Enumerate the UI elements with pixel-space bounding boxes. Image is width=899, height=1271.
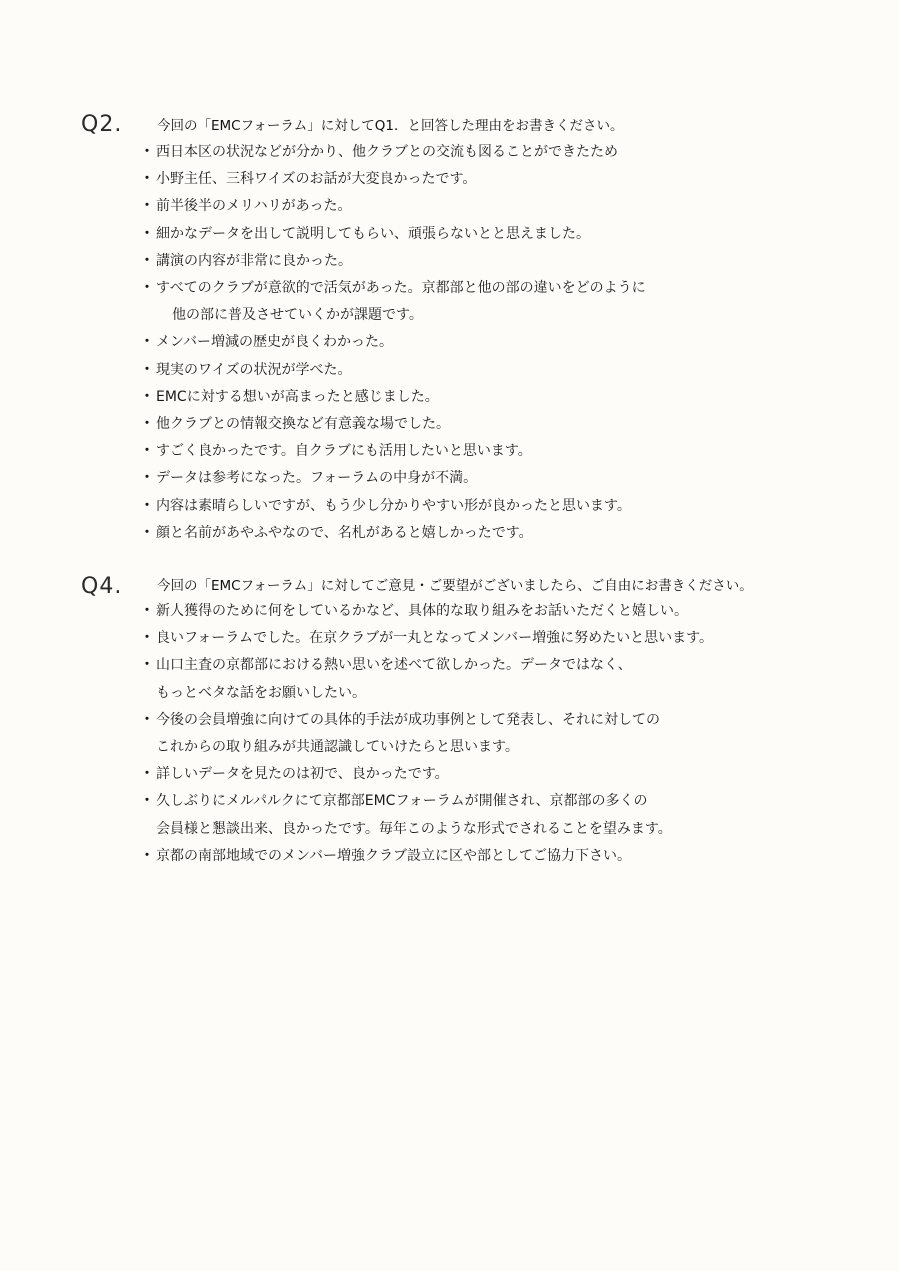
bullet: ・ bbox=[140, 657, 154, 674]
bullet: ・ bbox=[140, 198, 154, 215]
list-item bbox=[140, 248, 646, 275]
list-item bbox=[140, 166, 646, 193]
list-item bbox=[140, 598, 713, 625]
bullet: ・ bbox=[140, 388, 154, 405]
list-item bbox=[140, 275, 646, 329]
answer-text: 講演の内容が非常に良かった。 bbox=[156, 252, 352, 269]
question-text: 今回の「EMCフォーラム」に対してご意見・ご要望がございましたら、ご自由にお書きください。 bbox=[157, 578, 753, 594]
question-number: Q4. bbox=[81, 574, 123, 599]
answer-text: 良いフォーラムでした。在京クラブが一丸となってメンバー増強に努めたいと思います。 bbox=[156, 630, 714, 647]
question-text: 今回の「EMCフォーラム」に対してQ1．と回答した理由をお書きください。 bbox=[157, 118, 624, 134]
bullet: ・ bbox=[140, 603, 154, 619]
answer-list bbox=[140, 598, 713, 870]
list-item bbox=[140, 652, 713, 706]
bullet: ・ bbox=[140, 361, 154, 378]
list-item bbox=[140, 520, 646, 547]
question-number: Q2. bbox=[81, 112, 123, 137]
list-item bbox=[140, 465, 646, 492]
answer-text-continued: 他の部に普及させていくかが課題です。 bbox=[172, 307, 423, 324]
bullet: ・ bbox=[140, 470, 154, 487]
bullet: ・ bbox=[140, 443, 154, 460]
list-item bbox=[140, 357, 646, 384]
bullet: ・ bbox=[140, 334, 154, 351]
list-item bbox=[140, 221, 646, 248]
list-item bbox=[140, 707, 713, 761]
answer-text: 今後の会員増強に向けての具体的手法が成功事例として発表し、それに対しての bbox=[156, 711, 660, 728]
bullet: ・ bbox=[140, 847, 154, 864]
answer-text: 西日本区の状況などが分かり、他クラブとの交流も図ることができたため bbox=[156, 144, 618, 160]
list-item bbox=[140, 329, 646, 356]
bullet: ・ bbox=[140, 144, 154, 160]
answer-text: 京都の南部地域でのメンバー増強クラブ設立に区や部としてご協力下さい。 bbox=[156, 847, 632, 864]
answer-text: EMCに対する想いが高まったと感じました。 bbox=[156, 388, 439, 405]
list-item bbox=[140, 193, 646, 220]
answer-text: 詳しいデータを見たのは初で、良かったです。 bbox=[156, 766, 449, 783]
list-item bbox=[140, 438, 646, 465]
answer-text: 内容は素晴らしいですが、もう少し分かりやすい形が良かったと思います。 bbox=[156, 497, 631, 514]
bullet: ・ bbox=[140, 793, 154, 810]
bullet: ・ bbox=[140, 711, 154, 728]
bullet: ・ bbox=[140, 171, 154, 188]
list-item bbox=[140, 761, 713, 788]
answer-text: 顔と名前があやふやなので、名札があると嬉しかったです。 bbox=[156, 524, 533, 541]
answer-text: すべてのクラブが意欲的で活気があった。京都部と他の部の違いをどのように bbox=[156, 280, 646, 297]
list-item bbox=[140, 384, 646, 411]
answer-list bbox=[140, 139, 646, 547]
answer-text: 久しぶりにメルパルクにて京都部EMCフォーラムが開催され、京都部の多くの bbox=[156, 793, 648, 810]
answer-text: メンバー増減の歴史が良くわかった。 bbox=[156, 334, 394, 351]
list-item bbox=[140, 843, 713, 870]
bullet: ・ bbox=[140, 497, 154, 514]
answer-text: 新人獲得のために何をしているかなど、具体的な取り組みをお話いただくと嬉しい。 bbox=[156, 603, 688, 619]
list-item bbox=[140, 411, 646, 438]
answer-text: 細かなデータを出して説明してもらい、頑張らないとと思えました。 bbox=[156, 225, 590, 242]
answer-text: データは参考になった。フォーラムの中身が不満。 bbox=[156, 470, 478, 487]
bullet: ・ bbox=[140, 225, 154, 242]
answer-text: 現実のワイズの状況が学べた。 bbox=[156, 361, 352, 378]
answer-text: 前半後半のメリハリがあった。 bbox=[156, 198, 352, 215]
list-item bbox=[140, 493, 646, 520]
answer-text-continued: 会員様と懇談出来、良かったです。毎年このような形式でされることを望みます。 bbox=[156, 820, 672, 837]
answer-text-continued: もっとベタな話をお願いしたい。 bbox=[156, 684, 366, 701]
bullet: ・ bbox=[140, 416, 154, 433]
bullet: ・ bbox=[140, 766, 154, 783]
list-item bbox=[140, 625, 713, 652]
bullet: ・ bbox=[140, 524, 154, 541]
bullet: ・ bbox=[140, 252, 154, 269]
bullet: ・ bbox=[140, 630, 154, 647]
answer-text: 山口主査の京都部における熱い思いを述べて欲しかった。データではなく、 bbox=[156, 657, 632, 674]
list-item bbox=[140, 788, 713, 842]
list-item bbox=[140, 139, 646, 166]
answer-text: すごく良かったです。自クラブにも活用したいと思います。 bbox=[156, 443, 532, 460]
bullet: ・ bbox=[140, 280, 154, 297]
answer-text: 小野主任、三科ワイズのお話が大変良かったです。 bbox=[156, 171, 477, 188]
answer-text-continued: これからの取り組みが共通認識していけたらと思います。 bbox=[156, 739, 519, 756]
answer-text: 他クラブとの情報交換など有意義な場でした。 bbox=[156, 416, 450, 433]
